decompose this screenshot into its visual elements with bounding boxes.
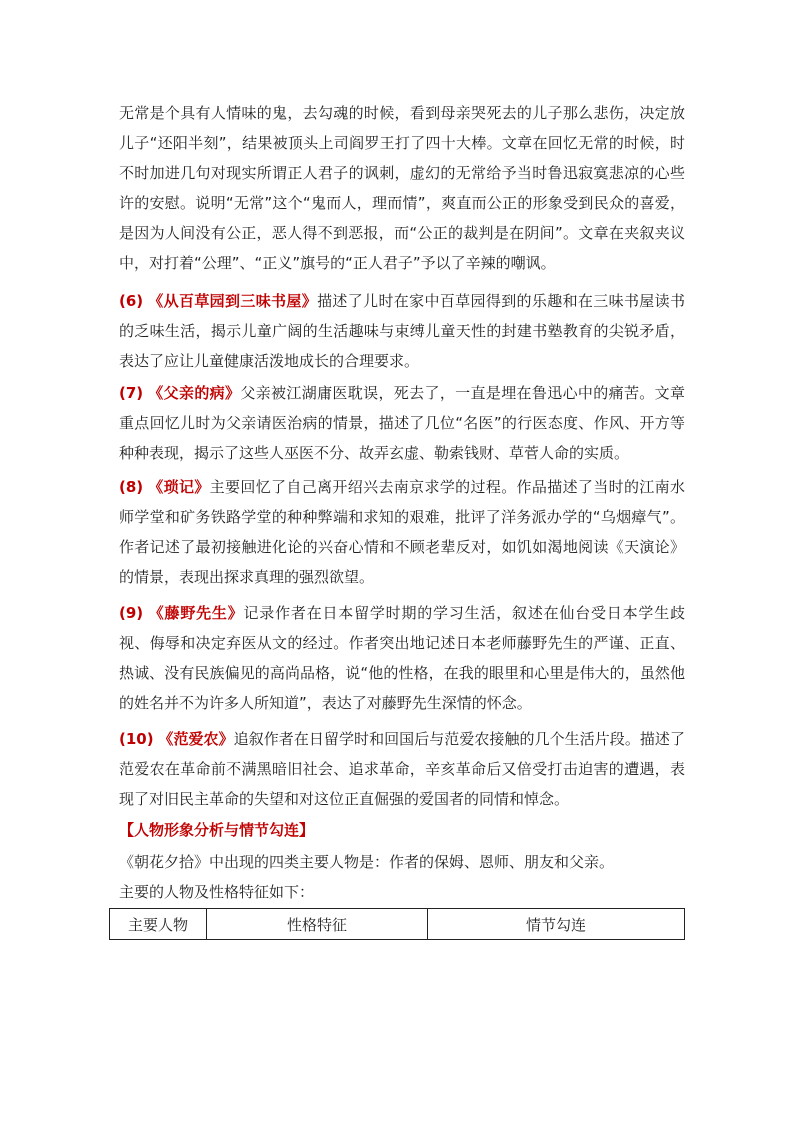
item-10-title: 《范爱农》 [158, 730, 234, 748]
item-9-paragraph [119, 598, 685, 718]
character-table [109, 908, 685, 940]
item-10-text: 追叙作者在日留学时和回国后与范爱农接触的几个生活片段。描述了范爱农在革命前不满黑暗旧社会、追求革命，辛亥革命后又倍受打击迫害的遭遇，表现了对旧民主革命的失望和对这位正直倔强的爱国者的同情和悼念。 [119, 730, 685, 808]
table-header-cell: 情节勾连 [428, 909, 685, 940]
item-9-text: 记录作者在日本留学时期的学习生活，叙述在仙台受日本学生歧视、侮辱和决定弃医从文的经过。作者突出地记述日本老师藤野先生的严谨、正直、热诚、没有民族偏见的高尚品格，说“他的性格，在我的眼里和心里是伟大的，虽然他的姓名并不为许多人所知道”，表达了对藤野先生深情的怀念。 [119, 604, 685, 712]
item-6-number: (6) [119, 292, 144, 310]
item-6-title: 《从百草园到三味书屋》 [148, 292, 318, 310]
item-7-number: (7) [119, 384, 144, 402]
table-header-row [110, 909, 685, 940]
item-8-number: (8) [119, 478, 144, 496]
characters-intro-line: 《朝花夕拾》中出现的四类主要人物是：作者的保姆、恩师、朋友和父亲。 [119, 853, 615, 871]
section-heading: 【人物形象分析与情节勾连】 [119, 821, 315, 839]
table-header-cell: 主要人物 [110, 909, 207, 940]
item-8-title: 《琐记》 [148, 478, 210, 496]
item-10-paragraph [119, 724, 685, 814]
item-7-title: 《父亲的病》 [148, 384, 241, 402]
item-9-title: 《藤野先生》 [148, 604, 244, 622]
item-8-paragraph [119, 472, 685, 592]
item-6-text: 描述了儿时在家中百草园得到的乐趣和在三味书屋读书的乏味生活，揭示儿童广阔的生活趣味与束缚儿童天性的封建书塾教育的尖锐矛盾，表达了应让儿童健康活泼地成长的合理要求。 [119, 292, 685, 370]
item-7-paragraph [119, 378, 685, 468]
item-10-number: (10) [119, 730, 154, 748]
item-7-text: 父亲被江湖庸医耽误，死去了，一直是埋在鲁迅心中的痛苦。文章重点回忆儿时为父亲请医治病的情景，描述了几位“名医”的行医态度、作风、开方等种种表现，揭示了这些人巫医不分、故弄玄虚、勒索钱财、草菅人命的实质。 [119, 384, 685, 462]
table-header-cell: 性格特征 [207, 909, 428, 940]
table-intro-line: 主要的人物及性格特征如下： [119, 883, 315, 901]
item-6-paragraph [119, 286, 685, 376]
item-9-number: (9) [119, 604, 144, 622]
intro-paragraph: 无常是个具有人情味的鬼，去勾魂的时候，看到母亲哭死去的儿子那么悲伤，决定放儿子“还阳半刻”，结果被顶头上司阎罗王打了四十大棒。文章在回忆无常的时候，时不时加进几句对现实所谓正人君子的讽刺，虚幻的无常给予当时鲁迅寂寞悲凉的心些许的安慰。说明“无常”这个“鬼而人，理而情”，爽直而公正的形象受到民众的喜爱，是因为人间没有公正，恶人得不到恶报，而“公正的裁判是在阴间”。文章在夹叙夹议中，对打着“公理”、“正义”旗号的“正人君子”予以了辛辣的嘲讽。 [119, 104, 685, 272]
item-8-text: 主要回忆了自己离开绍兴去南京求学的过程。作品描述了当时的江南水师学堂和矿务铁路学堂的种种弊端和求知的艰难，批评了洋务派办学的“乌烟瘴气”。作者记述了最初接触进化论的兴奋心情和不顾老辈反对，如饥如渴地阅读《天演论》的情景，表现出探求真理的强烈欲望。 [119, 478, 685, 586]
